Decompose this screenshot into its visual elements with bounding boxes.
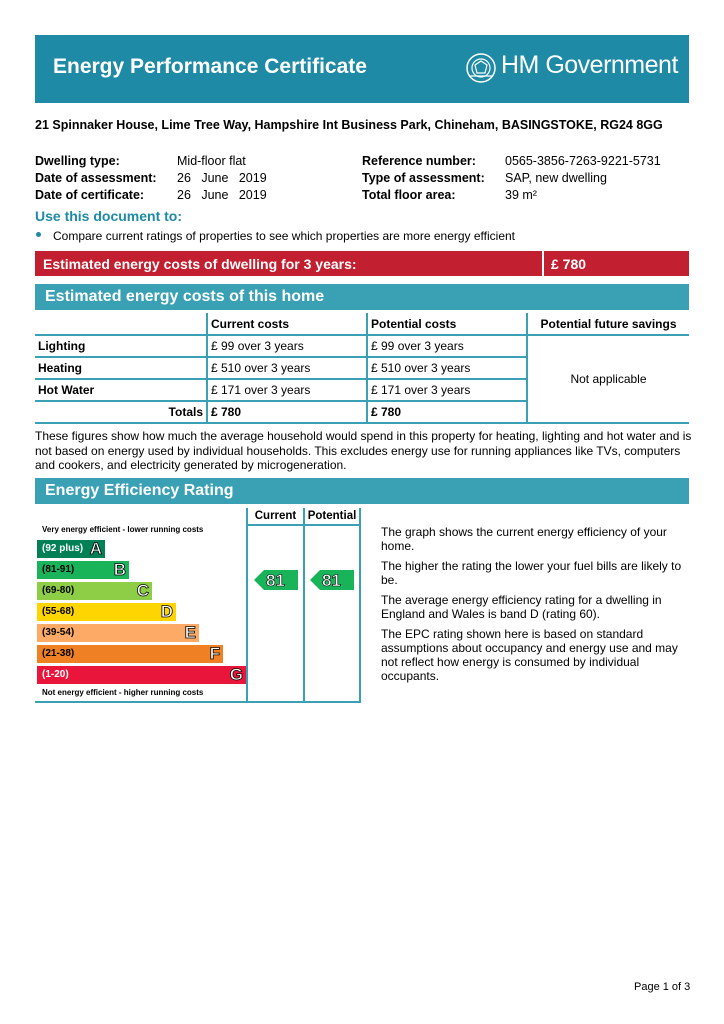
chart-divider-potential bbox=[303, 508, 305, 703]
rating-band-c bbox=[37, 582, 152, 600]
detail-certificate-date-label: Date of certificate: bbox=[35, 188, 145, 202]
page-number: Page 1 of 3 bbox=[634, 981, 691, 993]
rating-band-e bbox=[37, 624, 199, 642]
rating-explanation bbox=[381, 525, 691, 689]
efficiency-section-title: Energy Efficiency Rating bbox=[45, 482, 234, 499]
rating-band-f bbox=[37, 645, 223, 663]
chart-divider-current bbox=[246, 508, 248, 703]
chart-column-potential: Potential bbox=[307, 510, 357, 522]
rating-band-letter: A bbox=[89, 539, 102, 558]
table-header-savings: Potential future savings bbox=[527, 313, 689, 335]
rating-band-letter: C bbox=[136, 581, 149, 600]
hot-water-potential: £ 171 over 3 years bbox=[367, 379, 527, 401]
detail-assessment-date-value: 26 June 2019 bbox=[177, 171, 267, 185]
table-header-current: Current costs bbox=[207, 313, 367, 335]
detail-floor-area-label: Total floor area: bbox=[362, 188, 456, 202]
detail-floor-area-value: 39 m² bbox=[505, 188, 537, 202]
hm-government-logo-text: HM Government bbox=[501, 51, 678, 79]
chart-column-header-underline bbox=[247, 524, 361, 526]
table-header-empty bbox=[35, 313, 207, 335]
rating-band-range: (81-91) bbox=[42, 564, 75, 575]
costs-description: These figures show how much the average household would spend in this property for heating, lighting and hot water and is not based on energy used by individual households. This excludes energy use for running appliances like TVs, computers and cookers, and electricity generated by microgeneration. bbox=[35, 429, 692, 472]
chart-bottom-border bbox=[35, 701, 361, 703]
lighting-current: £ 99 over 3 years bbox=[207, 335, 367, 357]
chart-divider-right bbox=[359, 508, 361, 703]
potential-savings-value: Not applicable bbox=[527, 335, 689, 423]
detail-assessment-type-label: Type of assessment: bbox=[362, 171, 485, 185]
table-row bbox=[35, 335, 689, 357]
potential-rating-value: 81 bbox=[322, 571, 341, 590]
rating-band-range: (1-20) bbox=[42, 669, 69, 680]
detail-assessment-type-value: SAP, new dwelling bbox=[505, 171, 607, 185]
rating-band-g bbox=[37, 666, 246, 684]
potential-rating-arrow bbox=[310, 570, 354, 590]
rating-explanation-paragraph: The EPC rating shown here is based on standard assumptions about occupancy and energy use and may not reflect how energy is consumed by individual occupants. bbox=[381, 627, 678, 683]
lighting-potential: £ 99 over 3 years bbox=[367, 335, 527, 357]
certificate-header bbox=[35, 35, 689, 103]
totals-potential: £ 780 bbox=[367, 401, 527, 423]
page-title: Energy Performance Certificate bbox=[53, 55, 367, 78]
rating-band-range: (39-54) bbox=[42, 627, 75, 638]
row-name-heating: Heating bbox=[35, 357, 207, 379]
rating-band-d bbox=[37, 603, 176, 621]
heating-potential: £ 510 over 3 years bbox=[367, 357, 527, 379]
rating-explanation-paragraph: The higher the rating the lower your fuel bills are likely to be. bbox=[381, 559, 682, 587]
efficiency-section-header bbox=[35, 478, 689, 504]
detail-reference-label: Reference number: bbox=[362, 154, 476, 168]
table-header-potential: Potential costs bbox=[367, 313, 527, 335]
rating-band-a bbox=[37, 540, 105, 558]
rating-band-range: (21-38) bbox=[42, 648, 75, 659]
banner-divider bbox=[542, 251, 544, 276]
costs-section-title: Estimated energy costs of this home bbox=[45, 288, 325, 305]
chart-top-label: Very energy efficient - lower running costs bbox=[42, 525, 204, 534]
heating-current: £ 510 over 3 years bbox=[207, 357, 367, 379]
use-document-heading: Use this document to: bbox=[35, 208, 183, 224]
royal-crest-icon bbox=[464, 52, 498, 84]
estimated-costs-banner bbox=[35, 251, 689, 276]
estimated-costs-value: £ 780 bbox=[551, 256, 587, 272]
totals-label: Totals bbox=[35, 401, 207, 423]
rating-explanation-paragraph: The average energy efficiency rating for a dwelling in England and Wales is band D (rating 60). bbox=[381, 593, 662, 621]
current-rating-arrow bbox=[254, 570, 298, 590]
detail-certificate-date-value: 26 June 2019 bbox=[177, 188, 267, 202]
use-document-bullet: Compare current ratings of properties to see which properties are more energy efficient bbox=[53, 229, 516, 243]
energy-costs-table bbox=[35, 313, 689, 424]
costs-section-header bbox=[35, 284, 689, 310]
chart-bottom-label: Not energy efficient - higher running costs bbox=[42, 688, 204, 697]
rating-band-range: (55-68) bbox=[42, 606, 75, 617]
detail-dwelling-type-label: Dwelling type: bbox=[35, 154, 120, 168]
hot-water-current: £ 171 over 3 years bbox=[207, 379, 367, 401]
rating-band-range: (92 plus) bbox=[42, 543, 84, 554]
current-rating-value: 81 bbox=[266, 571, 285, 590]
rating-band-range: (69-80) bbox=[42, 585, 75, 596]
rating-band-letter: F bbox=[209, 644, 220, 663]
row-name-lighting: Lighting bbox=[35, 335, 207, 357]
bullet-icon bbox=[36, 232, 41, 237]
rating-band-letter: D bbox=[160, 602, 173, 621]
rating-band-b bbox=[37, 561, 129, 579]
estimated-costs-label: Estimated energy costs of dwelling for 3 years: bbox=[43, 256, 357, 272]
detail-reference-value: 0565-3856-7263-9221-5731 bbox=[505, 154, 661, 168]
rating-explanation-paragraph: The graph shows the current energy efficiency of your home. bbox=[381, 525, 667, 553]
totals-current: £ 780 bbox=[207, 401, 367, 423]
rating-band-letter: E bbox=[184, 623, 196, 642]
row-name-hot-water: Hot Water bbox=[35, 379, 207, 401]
table-header-row bbox=[35, 313, 689, 335]
rating-band-letter: B bbox=[113, 560, 126, 579]
detail-dwelling-type-value: Mid-floor flat bbox=[177, 154, 246, 168]
detail-assessment-date-label: Date of assessment: bbox=[35, 171, 157, 185]
property-address: 21 Spinnaker House, Lime Tree Way, Hampshire Int Business Park, Chineham, BASINGSTOKE, RG24 8GG bbox=[35, 118, 663, 132]
chart-column-current: Current bbox=[254, 510, 297, 522]
rating-band-letter: G bbox=[229, 665, 243, 684]
